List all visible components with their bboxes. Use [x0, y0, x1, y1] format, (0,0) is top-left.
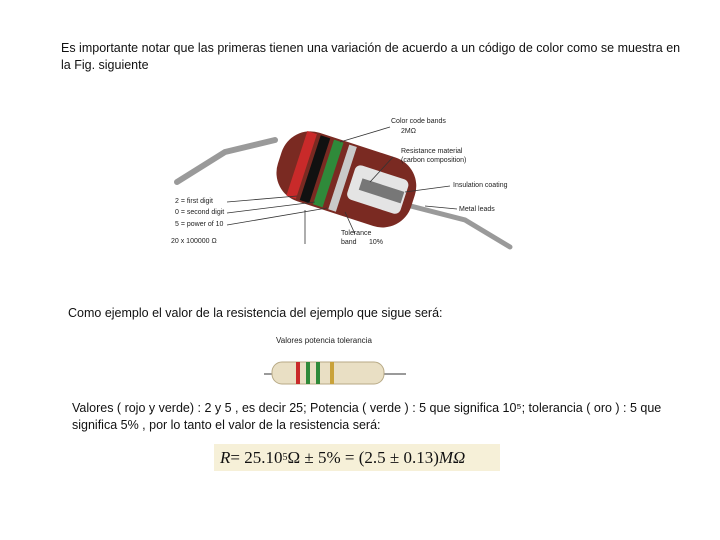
explanation-paragraph: Valores ( rojo y verde) : 2 y 5 , es decir 25; Potencia ( verde ) : 5 que significa 10⁵; tolerancia ( oro ) : 5 que significa 5% , por lo tanto el valor de la resistencia será:	[72, 401, 662, 432]
example-caption: Valores potencia tolerancia	[276, 336, 372, 345]
resistor-illustration	[165, 112, 525, 282]
example-intro: Como ejemplo el valor de la resistencia del ejemplo que sigue será:	[68, 306, 443, 320]
equation-lhs: R	[220, 447, 231, 467]
example-band-green	[306, 362, 310, 384]
label-value: 2MΩ	[401, 128, 416, 135]
example-body	[272, 362, 384, 384]
equation-expression: = 25.10	[230, 447, 283, 467]
label-result: 20 x 100000 Ω	[171, 238, 217, 245]
resistor-diagram	[165, 112, 525, 282]
label-first-digit: 2 = first digit	[175, 198, 213, 205]
example-resistor-figure	[260, 336, 410, 392]
label-second-digit: 0 = second digit	[175, 209, 225, 216]
intro-paragraph: Es importante notar que las primeras tienen una variación de acuerdo a un código de color como se muestra en la Fig. siguiente	[61, 41, 681, 72]
left-lead	[177, 140, 275, 182]
label-tolerance: Tolerance	[341, 230, 372, 237]
label-color-code-bands: Color code bands	[391, 118, 446, 125]
label-insulation-coating: Insulation coating	[453, 182, 508, 189]
example-band-green-2	[316, 362, 320, 384]
label-metal-leads: Metal leads	[459, 206, 495, 213]
equation-rest: Ω ± 5% = (2.5 ± 0.13)	[287, 447, 439, 467]
label-carbon-composition: (carbon composition)	[401, 157, 467, 164]
example-band-gold	[330, 362, 334, 384]
label-band-percent: 10%	[369, 239, 384, 246]
label-band: band	[341, 239, 357, 246]
label-resistance-material: Resistance material	[401, 148, 463, 155]
resistance-equation	[214, 444, 500, 471]
equation-exponent: 5	[282, 452, 288, 463]
example-band-red	[296, 362, 300, 384]
label-power-of-10: 5 = power of 10	[175, 221, 224, 228]
equation-unit: MΩ	[438, 447, 466, 467]
